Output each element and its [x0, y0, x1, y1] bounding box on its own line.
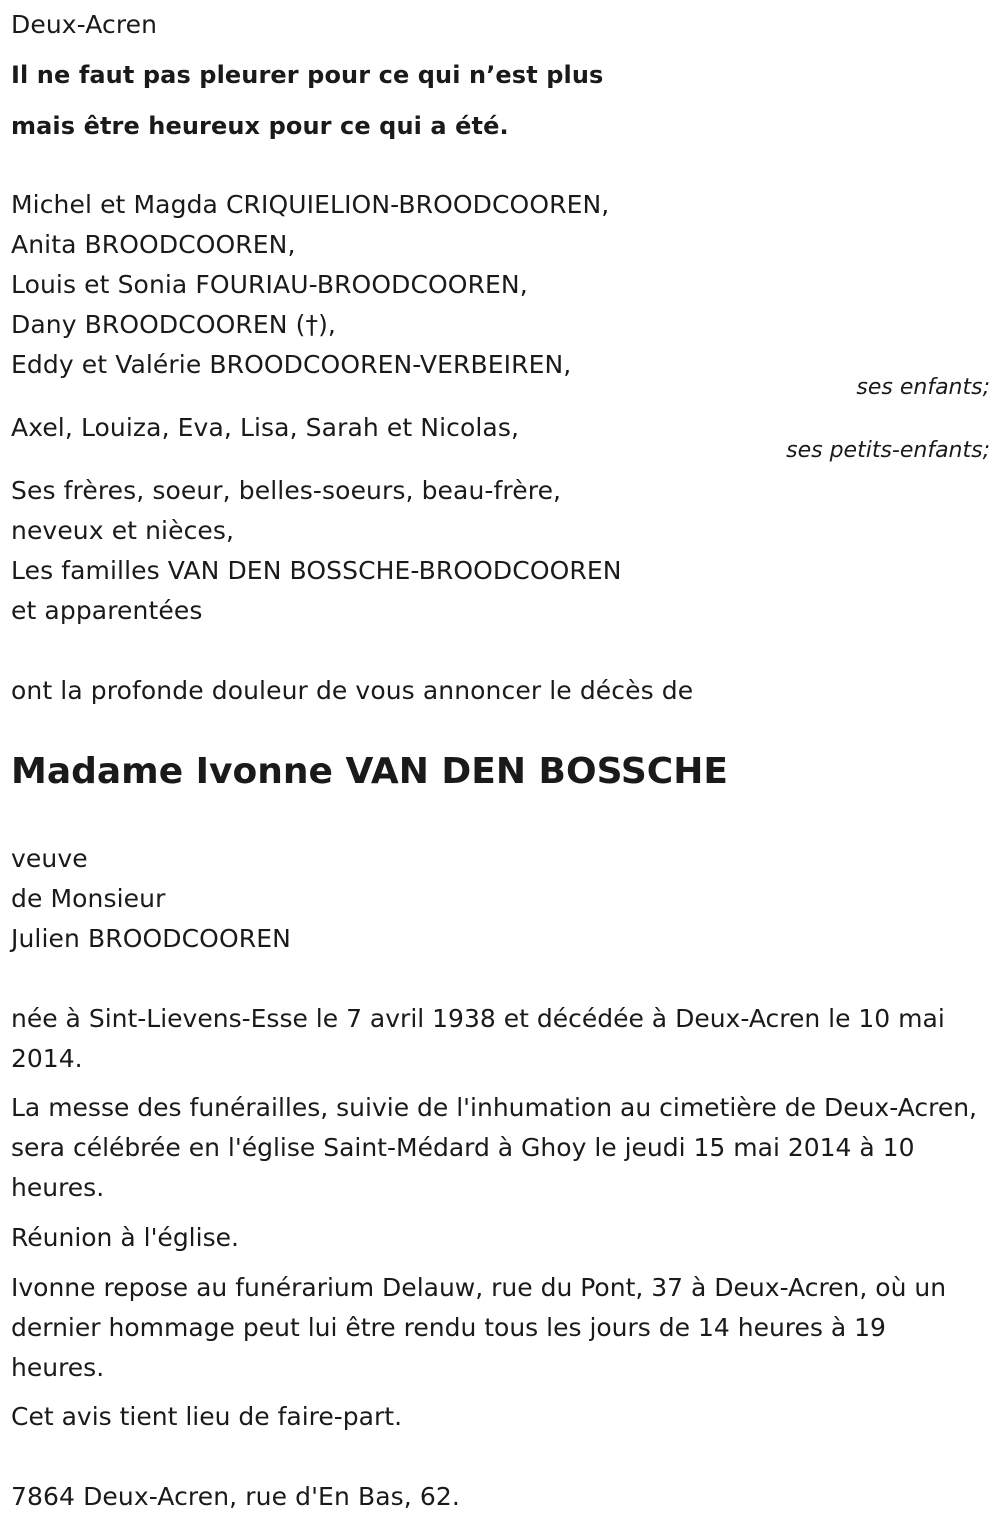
child-name: Dany BROODCOOREN (†), [11, 310, 336, 339]
widow-line: de Monsieur [11, 884, 166, 913]
address-line: 7864 Deux-Acren, rue d'En Bas, 62. [11, 1482, 460, 1511]
family-line: et apparentées [11, 596, 203, 625]
notice-paragraph: Cet avis tient lieu de faire-part. [11, 1402, 403, 1431]
deceased-name: Madame Ivonne VAN DEN BOSSCHE [11, 751, 728, 792]
location-heading: Deux-Acren [11, 10, 158, 39]
funeral-paragraph: La messe des funérailles, suivie de l'inhumation au cimetière de Deux-Acren, sera célébrée en l'église Saint-Médard à Ghoy le jeudi 15 mai 2014 à 10 heures. [11, 1093, 977, 1202]
family-line: Les familles VAN DEN BOSSCHE-BROODCOOREN [11, 556, 622, 585]
quote-line-2: mais être heureux pour ce qui a été. [11, 112, 509, 140]
family-line: Ses frères, soeur, belles-soeurs, beau-frère, [11, 476, 562, 505]
family-line: neveux et nièces, [11, 516, 235, 545]
birth-death-paragraph: née à Sint-Lievens-Esse le 7 avril 1938 et décédée à Deux-Acren le 10 mai 2014. [11, 1004, 945, 1073]
child-name: Michel et Magda CRIQUIELION-BROODCOOREN, [11, 190, 610, 219]
child-name: Anita BROODCOOREN, [11, 230, 296, 259]
grandchildren-names: Axel, Louiza, Eva, Lisa, Sarah et Nicolas, [11, 413, 520, 442]
widow-line: veuve [11, 844, 88, 873]
children-role-label: ses enfants; [856, 375, 990, 400]
widow-line: Julien BROODCOOREN [11, 924, 291, 953]
child-name: Louis et Sonia FOURIAU-BROODCOOREN, [11, 270, 528, 299]
child-name: Eddy et Valérie BROODCOOREN-VERBEIREN, [11, 350, 572, 379]
funerarium-paragraph: Ivonne repose au funérarium Delauw, rue du Pont, 37 à Deux-Acren, où un dernier hommage peut lui être rendu tous les jours de 14 heures à 19 heures. [11, 1273, 947, 1382]
quote-line-1: Il ne faut pas pleurer pour ce qui n’est plus [11, 61, 604, 89]
announcement-text: ont la profonde douleur de vous annoncer le décès de [11, 676, 694, 705]
meeting-paragraph: Réunion à l'église. [11, 1223, 239, 1252]
grandchildren-role-label: ses petits-enfants; [786, 438, 990, 463]
